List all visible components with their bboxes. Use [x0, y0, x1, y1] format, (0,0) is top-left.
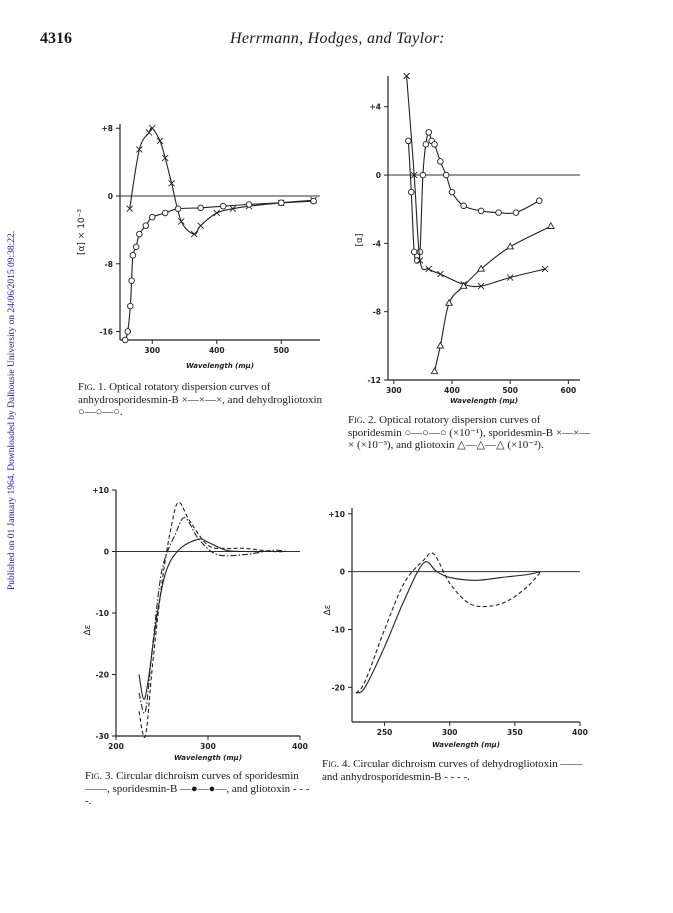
fig2-series-1-point	[461, 203, 467, 209]
fig4-y-tick-label: 0	[339, 567, 345, 577]
fig2-series-1-point	[432, 142, 438, 148]
fig3-y-tick-label: -20	[95, 670, 109, 680]
running-head: Herrmann, Hodges, and Taylor:	[230, 30, 445, 47]
figure-3-caption-text: Circular dichroism curves of sporidesmin ——, sporidesmin-B —●—●—, and gliotoxin - - - -.	[85, 770, 310, 807]
fig3-y-tick-label: +10	[92, 486, 109, 495]
fig4-x-tick-label: 300	[441, 728, 458, 737]
fig1-series-2-point	[198, 205, 204, 211]
figure-1-caption-text: Optical rotatory dispersion curves of anhydrosporidesmin-B ×—×—×, and dehydrogliotoxin ○—○—○.	[78, 381, 323, 418]
fig1-series-2-point	[137, 231, 143, 237]
fig2-series-1-point	[423, 142, 429, 148]
fig1-series-2-point	[130, 252, 136, 258]
fig4-series-2-line	[356, 553, 541, 693]
fig2-x-axis-title: Wavelength (mμ)	[449, 397, 519, 405]
fig2-series-1-point	[411, 249, 417, 255]
fig2-series-1-point	[438, 159, 444, 165]
fig1-series-2-point	[133, 244, 139, 250]
fig2-series-1-point	[478, 208, 484, 214]
fig1-series-2-point	[311, 198, 317, 204]
fig3-y-tick-label: 0	[103, 547, 109, 557]
fig1-series-1-point	[178, 218, 184, 224]
fig2-x-tick-label: 500	[502, 386, 519, 395]
fig3-x-tick-label: 300	[200, 742, 216, 751]
fig2-series-1-point	[414, 258, 420, 264]
fig4-x-tick-label: 400	[572, 728, 588, 737]
fig1-series-2-point	[122, 337, 128, 343]
side-watermark-text: Published on 01 January 1964. Downloaded by Dalhousie University on 24/06/2015 09:38:22.	[7, 230, 17, 590]
fig2-series-2-line	[407, 76, 545, 287]
figure-3-caption	[85, 770, 317, 808]
fig1-y-axis-title: [α] × 10⁻³	[77, 208, 87, 256]
fig3-y-tick-label: -10	[95, 609, 109, 618]
fig2-series-3-point	[548, 223, 554, 229]
fig1-series-2-point	[246, 202, 252, 208]
fig2-series-2-point	[437, 271, 443, 277]
fig2-series-1-point	[408, 189, 414, 195]
fig2-y-tick-label: 0	[375, 171, 381, 181]
figure-4	[320, 500, 600, 757]
fig2-series-1-point	[417, 249, 423, 255]
fig1-series-1-point	[149, 125, 155, 131]
fig1-series-2-point	[175, 206, 181, 212]
fig1-series-2-point	[162, 210, 168, 216]
fig1-series-2-point	[129, 278, 135, 284]
fig3-series-2-line	[139, 518, 286, 714]
fig3-y-axis-title: Δε	[83, 624, 93, 636]
fig1-series-2-point	[128, 303, 134, 309]
fig4-x-tick-label: 350	[507, 728, 523, 737]
figure-2-caption-text: Optical rotatory dispersion curves of sporidesmin ○—○—○ (×10⁻¹), sporidesmin-B ×—×—× (×10⁻³), and gliotoxin △—△—△ (×10⁻²).	[348, 414, 591, 451]
fig3-y-tick-label: -30	[95, 732, 109, 741]
fig2-x-tick-label: 600	[560, 386, 577, 395]
fig1-series-2-point	[149, 214, 155, 220]
fig1-y-tick-label: 0	[107, 192, 113, 201]
figure-2-caption	[348, 414, 593, 452]
fig1-series-2-point	[143, 223, 149, 229]
figure-3-label: Fig. 3.	[85, 770, 114, 782]
fig2-series-3-point	[437, 342, 443, 348]
fig2-series-1-point	[406, 138, 412, 144]
figure-2	[350, 72, 610, 417]
fig1-x-tick-label: 400	[208, 346, 225, 355]
fig2-series-1-point	[443, 172, 449, 178]
fig2-y-tick-label: -12	[367, 376, 381, 385]
fig2-series-3-point	[446, 300, 452, 306]
fig3-x-tick-label: 400	[292, 742, 308, 751]
figure-3	[80, 480, 330, 770]
fig1-series-1-point	[146, 129, 152, 135]
fig1-series-2-point	[220, 203, 226, 209]
page-number: 4316	[40, 30, 72, 47]
fig2-series-3-point	[507, 243, 513, 249]
figure-4-caption	[322, 758, 597, 783]
side-watermark	[2, 160, 18, 590]
fig4-x-axis-title: Wavelength (mμ)	[431, 741, 501, 749]
fig2-series-1-point	[536, 198, 542, 204]
fig1-x-tick-label: 300	[144, 346, 161, 355]
fig4-y-tick-label: +10	[328, 509, 345, 519]
fig2-series-1-point	[496, 210, 502, 216]
figure-1	[70, 110, 340, 380]
fig1-x-axis-title: Wavelength (mμ)	[185, 362, 255, 370]
figure-1-caption	[78, 381, 328, 419]
fig3-series-3-line	[139, 502, 286, 737]
fig1-series-1-point	[191, 231, 197, 237]
fig1-series-1-point	[157, 138, 163, 144]
fig2-series-1-point	[426, 130, 432, 136]
fig1-series-2-line	[125, 201, 313, 340]
fig4-y-axis-title: Δε	[323, 604, 333, 616]
fig2-y-tick-label: -8	[372, 307, 381, 317]
fig2-series-3-point	[478, 265, 484, 271]
fig3-series-1-line	[139, 539, 282, 699]
fig1-y-tick-label: -16	[99, 327, 113, 337]
fig4-y-tick-label: -10	[331, 625, 345, 635]
fig4-x-tick-label: 250	[376, 728, 393, 737]
fig2-series-3-point	[431, 368, 437, 374]
fig2-x-tick-label: 300	[385, 386, 402, 395]
fig2-series-3-line	[435, 226, 551, 371]
fig3-x-axis-title: Wavelength (mμ)	[173, 754, 243, 762]
fig1-y-tick-label: -8	[104, 259, 113, 269]
fig2-series-1-point	[449, 189, 455, 195]
fig2-series-1-point	[420, 172, 426, 178]
fig1-series-2-point	[125, 329, 131, 335]
fig2-y-tick-label: +4	[369, 102, 381, 112]
fig1-series-1-point	[198, 223, 204, 229]
fig2-y-axis-title: [α]	[355, 233, 365, 247]
fig2-y-tick-label: -4	[372, 239, 381, 249]
fig1-series-1-point	[214, 210, 220, 216]
fig4-y-tick-label: -20	[331, 683, 345, 693]
figure-4-label: Fig. 4.	[322, 758, 351, 770]
figure-2-label: Fig. 2.	[348, 414, 377, 426]
fig1-x-tick-label: 500	[273, 346, 290, 355]
figure-1-label: Fig. 1.	[78, 381, 107, 393]
fig1-y-tick-label: +8	[101, 124, 113, 134]
figure-4-caption-text: Circular dichroism curves of dehydrogliotoxin —— and anhydrosporidesmin-B - - - -.	[322, 758, 583, 783]
fig2-x-tick-label: 400	[444, 386, 460, 395]
fig2-series-1-point	[513, 210, 519, 216]
fig3-x-tick-label: 200	[108, 742, 124, 751]
fig1-series-2-point	[278, 200, 284, 206]
